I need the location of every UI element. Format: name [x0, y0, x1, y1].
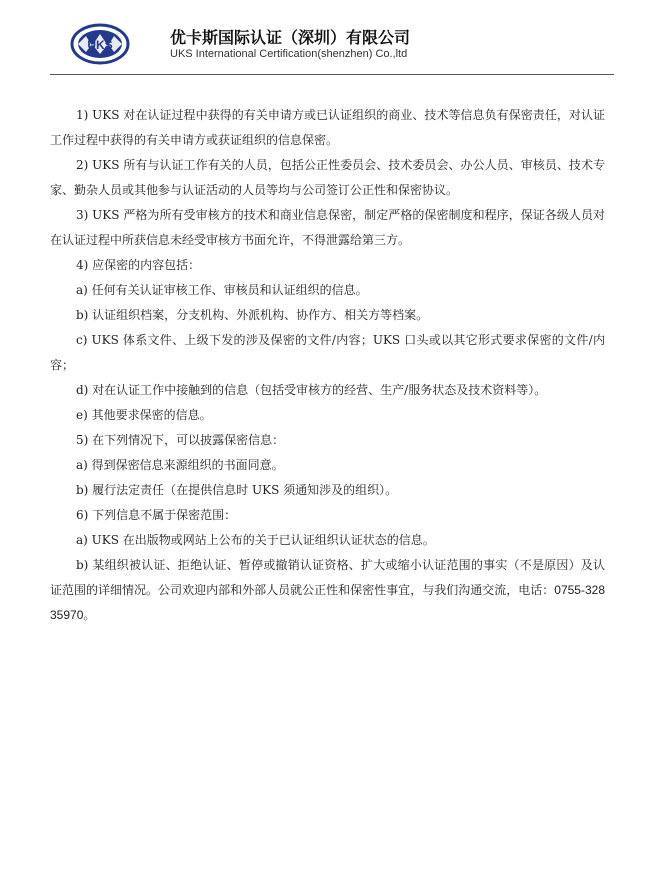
company-name-cn: 优卡斯国际认证（深圳）有限公司 — [170, 28, 411, 47]
paragraph-confidentiality-3: 3) UKS 严格为所有受审核方的技术和商业信息保密，制定严格的保密制度和程序，保证各级人员对在认证过程中所获信息未经受审核方书面允许，不得泄露给第三方。 — [50, 208, 605, 247]
paragraph-item-b: b) 认证组织档案，分支机构、外派机构、协作方、相关方等档案。 — [76, 308, 429, 322]
paragraph-disclosure-a: a) 得到保密信息来源组织的书面同意。 — [76, 458, 284, 472]
paragraph-exclusion-b-text: b) 某组织被认证、拒绝认证、暂停或撤销认证资格、扩大或缩小认证范围的事实（不是原因）及认证范围的详细情况。公司欢迎内部和外部人员就公正性和保密性事宜，与我们沟通交流，电话： — [50, 558, 605, 597]
company-name-en: UKS International Certification(shenzhen) Co.,ltd — [170, 48, 408, 60]
end-mark: 。 — [83, 608, 96, 622]
logo-text: UKS — [87, 38, 113, 52]
paragraph-item-e: e) 其他要求保密的信息。 — [76, 408, 212, 422]
paragraph-disclosure-b: b) 履行法定责任（在提供信息时 UKS 须通知涉及的组织）。 — [76, 483, 398, 497]
paragraph-item-a: a) 任何有关认证审核工作、审核员和认证组织的信息。 — [76, 283, 368, 297]
paragraph-exclusion-heading: 6) 下列信息不属于保密范围： — [76, 508, 237, 522]
paragraph-confidentiality-1: 1) UKS 对在认证过程中获得的有关申请方或已认证组织的商业、技术等信息负有保密责任，对认证工作过程中获得的有关申请方或获证组织的信息保密。 — [50, 108, 605, 147]
paragraph-item-c: c) UKS 体系文件、上级下发的涉及保密的文件/内容；UKS 口头或以其它形式要求保密的文件/内容； — [50, 333, 605, 372]
document-header — [50, 18, 614, 78]
paragraph-exclusion-b — [50, 553, 605, 628]
document-body — [50, 103, 605, 628]
uks-logo — [70, 22, 130, 66]
paragraph-disclosure-heading: 5) 在下列情况下，可以披露保密信息： — [76, 433, 285, 447]
paragraph-item-d: d) 对在认证工作中接触到的信息（包括受审核方的经营、生产/服务状态及技术资料等）。 — [76, 383, 547, 397]
paragraph-confidentiality-2: 2) UKS 所有与认证工作有关的人员，包括公正性委员会、技术委员会、办公人员、审核员、技术专家、勤杂人员或其他参与认证活动的人员等均与公司签订公正性和保密协议。 — [50, 158, 605, 197]
header-divider — [50, 74, 614, 75]
paragraph-exclusion-a: a) UKS 在出版物或网站上公布的关于已认证组织认证状态的信息。 — [76, 533, 435, 547]
paragraph-confidential-content-heading: 4) 应保密的内容包括： — [76, 258, 201, 272]
contact-phone: 0755-32835970 — [50, 583, 605, 622]
